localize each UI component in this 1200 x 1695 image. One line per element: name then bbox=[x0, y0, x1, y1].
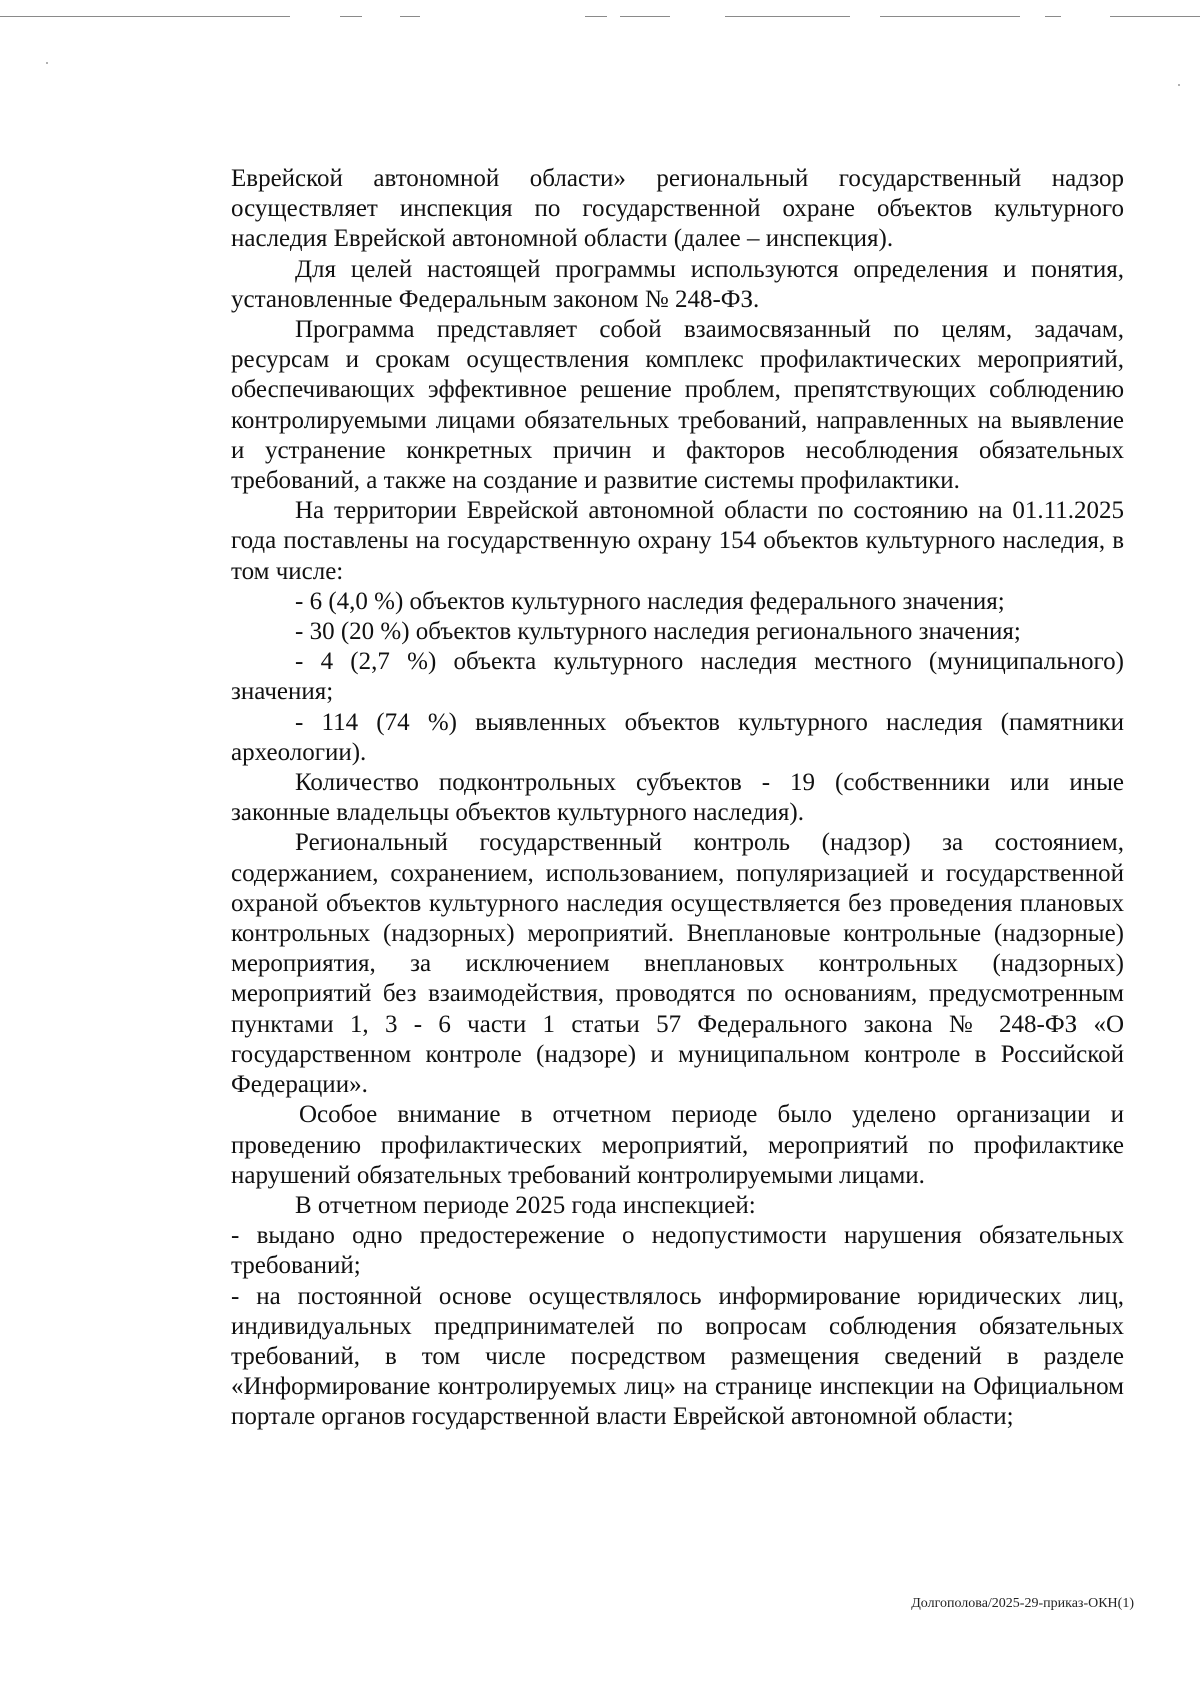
activity-item-informing: - на постоянной основе осуществлялось информирование юридических лиц, индивидуальных предпринимателей по вопросам соблюдения обязательных требований, в том числе посредством размещения сведений в разделе «Информирование контролируемых лиц» на странице инспекции на Официальном портале органов государственной власти Еврейской автономной области; bbox=[231, 1282, 1124, 1431]
list-item-federal: - 6 (4,0 %) объектов культурного наследия федерального значения; bbox=[295, 587, 1005, 615]
scan-artifact bbox=[340, 16, 362, 17]
paragraph-subjects: Количество подконтрольных субъектов - 19 (собственники или иные законные владельцы объектов культурного наследия). bbox=[231, 769, 1124, 827]
paragraph-territory: На территории Еврейской автономной области по состоянию на 01.11.2025 года поставлены на государственную охрану 154 объектов культурного наследия, в том числе: bbox=[231, 497, 1124, 585]
paragraph-period: В отчетном периоде 2025 года инспекцией: bbox=[295, 1191, 756, 1219]
list-item-local: - 4 (2,7 %) объекта культурного наследия местного (муниципального) значения; bbox=[231, 648, 1124, 706]
scan-artifact bbox=[620, 16, 670, 17]
list-item-regional: - 30 (20 %) объектов культурного наследия регионального значения; bbox=[295, 618, 1021, 646]
activity-item-warning: - выдано одно предостережение о недопустимости нарушения обязательных требований; bbox=[231, 1222, 1124, 1280]
paragraph-intro: Еврейской автономной области» региональный государственный надзор осуществляет инспекция по государственной охране объектов культурного наследия Еврейской автономной области (далее – инспекция). bbox=[231, 165, 1124, 253]
scan-artifact bbox=[585, 16, 607, 17]
scan-artifact bbox=[46, 62, 48, 64]
paragraph-attention: Особое внимание в отчетном периоде было уделено организации и проведению профилактических мероприятий, мероприятий по профилактике нарушений обязательных требований контролируемыми лицами. bbox=[231, 1101, 1124, 1189]
scan-artifact bbox=[725, 16, 850, 17]
document-footer-code: Долгополова/2025-29-приказ-ОКН(1) bbox=[911, 1596, 1134, 1611]
scan-artifact bbox=[400, 16, 420, 17]
document-body bbox=[231, 164, 1124, 1433]
scan-artifact bbox=[1178, 84, 1180, 86]
paragraph-control: Региональный государственный контроль (надзор) за состоянием, содержанием, сохранением, использованием, популяризацией и государственной охраной объектов культурного наследия осуществляется без проведения плановых контрольных (надзорных) мероприятий. Внеплановые контрольные (надзорные) мероприятия, за исключением внеплановых контрольных (надзорных) мероприятий без взаимодействия, проводятся по основаниям, предусмотренным пунктами 1, 3 - 6 части 1 статьи 57 Федерального закона № 248-ФЗ «О государственном контроле (надзоре) и муниципальном контроле в Российской Федерации». bbox=[231, 829, 1124, 1099]
scan-artifact bbox=[880, 16, 1020, 17]
paragraph-definitions: Для целей настоящей программы используются определения и понятия, установленные Федеральным законом № 248-ФЗ. bbox=[231, 255, 1124, 313]
list-item-identified: - 114 (74 %) выявленных объектов культурного наследия (памятники археологии). bbox=[231, 708, 1124, 766]
paragraph-program: Программа представляет собой взаимосвязанный по целям, задачам, ресурсам и срокам осуществления комплекс профилактических мероприятий, обеспечивающих эффективное решение проблем, препятствующих соблюдению контролируемыми лицами обязательных требований, направленных на выявление и устранение конкретных причин и факторов несоблюдения обязательных требований, а также на создание и развитие системы профилактики. bbox=[231, 316, 1124, 495]
scan-artifact bbox=[0, 16, 290, 17]
scan-artifact bbox=[1110, 16, 1200, 17]
scan-artifact bbox=[1045, 16, 1061, 17]
